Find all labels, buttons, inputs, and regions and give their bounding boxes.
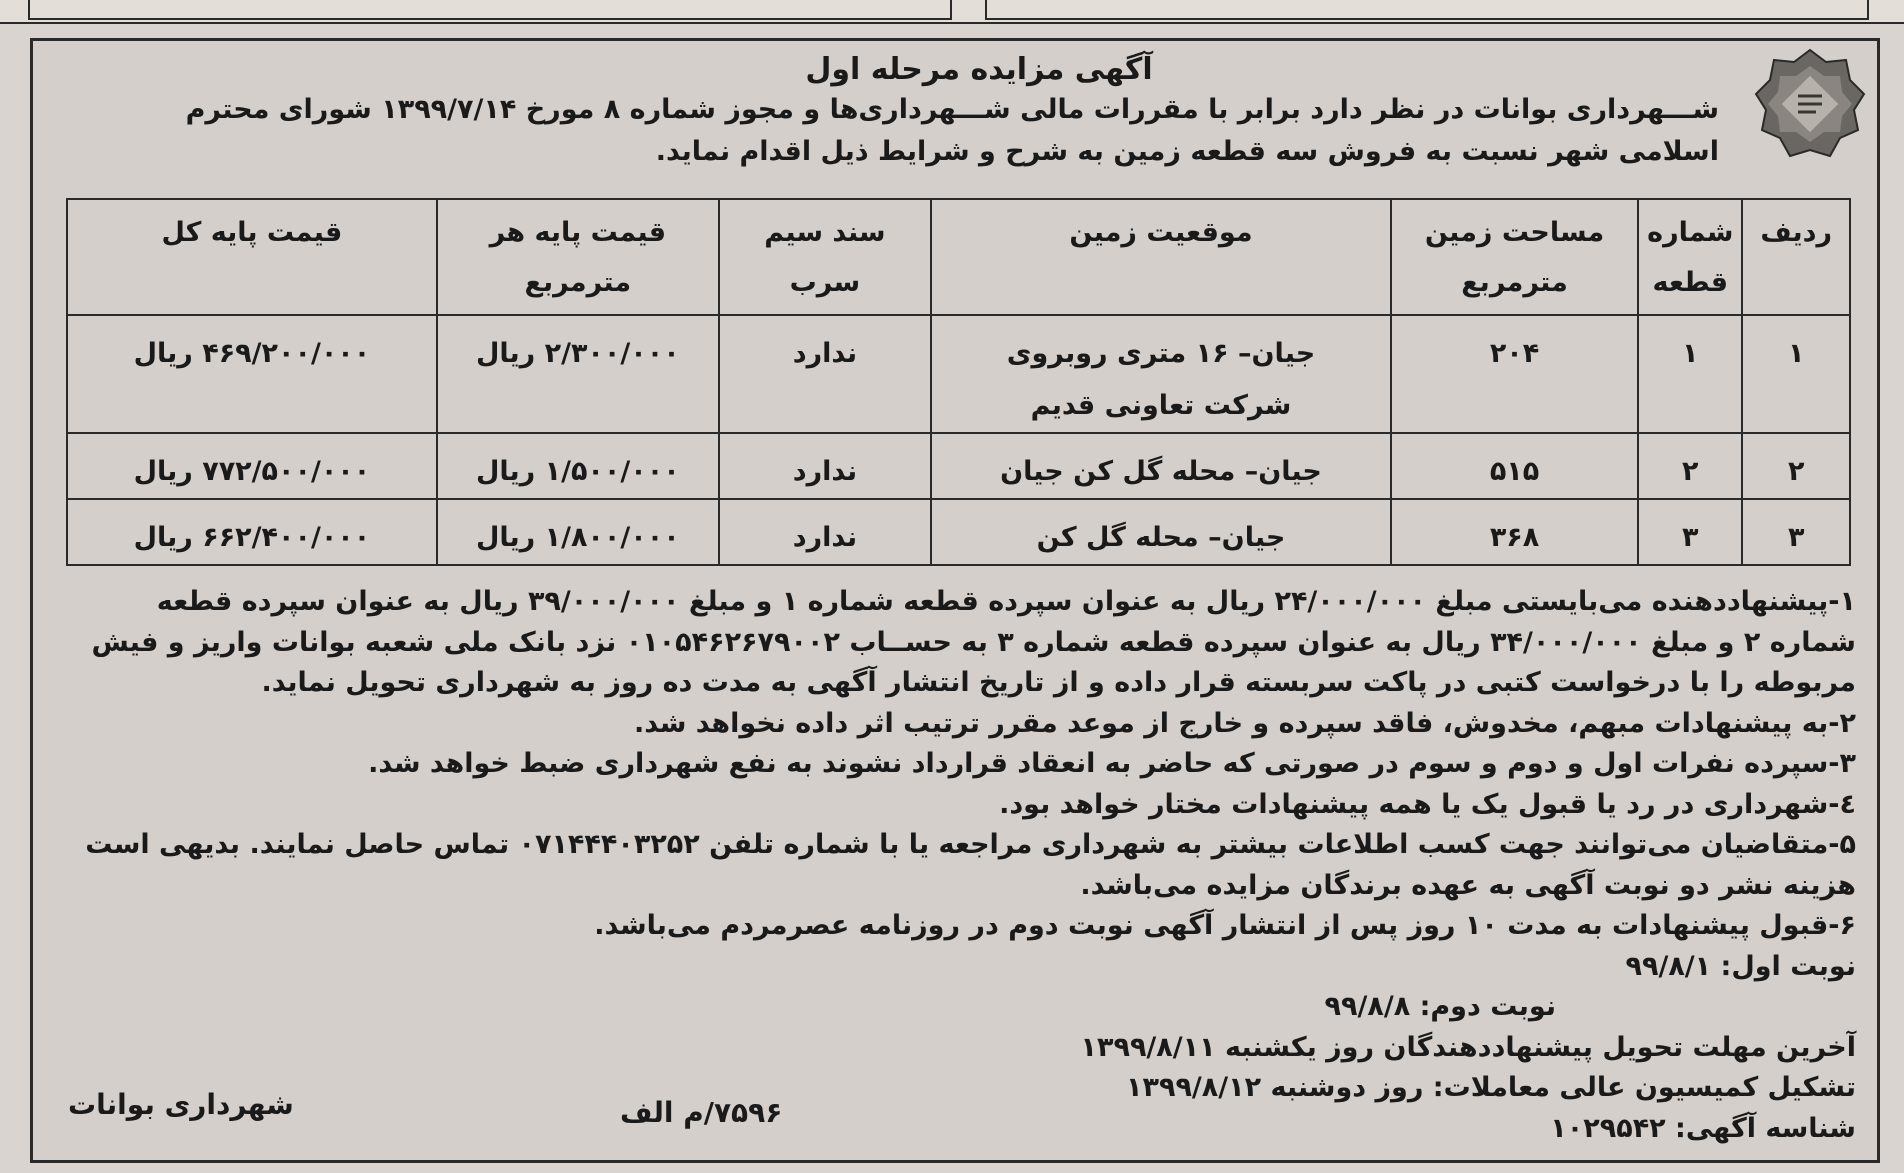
first-round: نوبت اول: ۹۹/۸/۱ — [1625, 950, 1856, 982]
header-row-number: ردیف — [1742, 199, 1850, 315]
cell-location: جیان– ۱۶ متری روبروی شرکت تعاونی قدیم — [931, 315, 1391, 433]
term-1: ۱-پیشنهاددهنده می‌بایستی مبلغ ۲۴/۰۰۰/۰۰۰ ریال به عنوان سپرده قطعه شماره ۱ و مبلغ ۳۹/۰۰۰/۰۰۰ ریال به عنوان سپرده قطعه شماره ۲ و مبلغ ۳۴/۰۰۰/۰۰۰ ریال به عنوان سپرده قطعه شماره ۳ به حســاب ۰۱۰۵۴۶۲۶۷۹۰۰۲ نزد بانک ملی شعبه بوانات واریز و فیش مربوطه را با درخواست کتبی در پاکت سربسته قرار داده و از تاریخ انتشار آگهی به مدت ده روز به شهرداری تحویل نماید. — [91, 586, 1856, 698]
header-lot-number: شماره قطعه — [1638, 199, 1742, 315]
lots-table — [66, 198, 1851, 566]
top-strip — [0, 0, 1904, 24]
publish-rounds — [66, 947, 1856, 988]
cell-lot-number: ۱ — [1638, 315, 1742, 433]
cell-deed: ندارد — [719, 499, 931, 565]
header-location: موقعیت زمین — [931, 199, 1391, 315]
ad-title: آگهی مزایده مرحله اول — [805, 52, 1153, 87]
cell-unit-price: ۱/۵۰۰/۰۰۰ ریال — [437, 433, 719, 499]
cell-location: جیان– محله گل کن — [931, 499, 1391, 565]
term-6: ۶-قبول پیشنهادات به مدت ۱۰ روز پس از انتشار آگهی نوبت دوم در روزنامه عصرمردم می‌باشد. — [594, 910, 1856, 941]
cell-total-price: ۶۶۲/۴۰۰/۰۰۰ ریال — [67, 499, 437, 565]
cell-total-price: ۴۶۹/۲۰۰/۰۰۰ ریال — [67, 315, 437, 433]
cell-area: ۳۶۸ — [1391, 499, 1638, 565]
deadline: آخرین مهلت تحویل پیشنهاددهندگان روز یکشنبه ۱۳۹۹/۸/۱۱ — [1080, 1031, 1856, 1063]
cell-row-number: ۳ — [1742, 499, 1850, 565]
cell-unit-price: ۱/۸۰۰/۰۰۰ ریال — [437, 499, 719, 565]
header-deed: سند سیم سرب — [719, 199, 931, 315]
ad-id: شناسه آگهی: ۱۰۲۹۵۴۲ — [1550, 1112, 1856, 1144]
cell-lot-number: ۲ — [1638, 433, 1742, 499]
header-total-price: قیمت پایه کل — [67, 199, 437, 315]
term-5: ۵-متقاضیان می‌توانند جهت کسب اطلاعات بیشتر به شهرداری مراجعه یا با شماره تلفن ۰۷۱۴۴۴۰۳۲۵۲ تماس حاصل نمایند. بدیهی است هزینه نشر دو نوبت آگهی به عهده برندگان مزایده می‌باشد. — [85, 829, 1856, 901]
ad-intro: شـــهرداری بوانات در نظر دارد برابر با مقررات مالی شـــهرداری‌ها و مجوز شماره ۸ مورخ ۱۳۹۹/۷/۱۴ شورای محترم اسلامی شهر نسبت به فروش سه قطعه زمین به شرح و شرایط ذیل اقدام نماید. — [185, 94, 1719, 167]
cell-deed: ندارد — [719, 315, 931, 433]
signature: شهرداری بوانات — [68, 1088, 294, 1121]
cell-lot-number: ۳ — [1638, 499, 1742, 565]
term-4: ٤-شهرداری در رد یا قبول یک یا همه پیشنهادات مختار خواهد بود. — [999, 788, 1856, 820]
term-3: ۳-سپرده نفرات اول و دوم و سوم در صورتی که حاضر به انعقاد قرارداد نشوند به نفع شهرداری ضبط خواهد شد. — [368, 748, 1856, 779]
cell-row-number: ۲ — [1742, 433, 1850, 499]
cell-deed: ندارد — [719, 433, 931, 499]
previous-ad-border-right — [985, 0, 1869, 20]
municipality-emblem-icon — [1754, 48, 1866, 160]
table-header-row — [67, 199, 1850, 315]
table-row — [67, 315, 1850, 433]
cell-area: ۵۱۵ — [1391, 433, 1638, 499]
cell-total-price: ۷۷۲/۵۰۰/۰۰۰ ریال — [67, 433, 437, 499]
second-round: نوبت دوم: ۹۹/۸/۸ — [1324, 991, 1556, 1022]
cell-unit-price: ۲/۳۰۰/۰۰۰ ریال — [437, 315, 719, 433]
header-unit-price: قیمت پایه هر مترمربع — [437, 199, 719, 315]
commission: تشکیل کمیسیون عالی معاملات: روز دوشنبه ۱۳۹۹/۸/۱۲ — [1126, 1072, 1856, 1103]
ad-header — [99, 52, 1719, 173]
cell-area: ۲۰۴ — [1391, 315, 1638, 433]
cell-row-number: ۱ — [1742, 315, 1850, 433]
ad-code: ۷۵۹۶/م الف — [620, 1096, 783, 1129]
ad-terms — [66, 582, 1856, 1149]
publish-rounds-second — [66, 987, 1856, 1028]
term-2: ۲-به پیشنهادات مبهم، مخدوش، فاقد سپرده و خارج از موعد مقرر ترتیب اثر داده نخواهد شد. — [633, 707, 1856, 739]
table-row — [67, 433, 1850, 499]
previous-ad-border-left — [28, 0, 952, 20]
table-row — [67, 499, 1850, 565]
cell-location: جیان– محله گل کن جیان — [931, 433, 1391, 499]
header-area: مساحت زمین مترمربع — [1391, 199, 1638, 315]
